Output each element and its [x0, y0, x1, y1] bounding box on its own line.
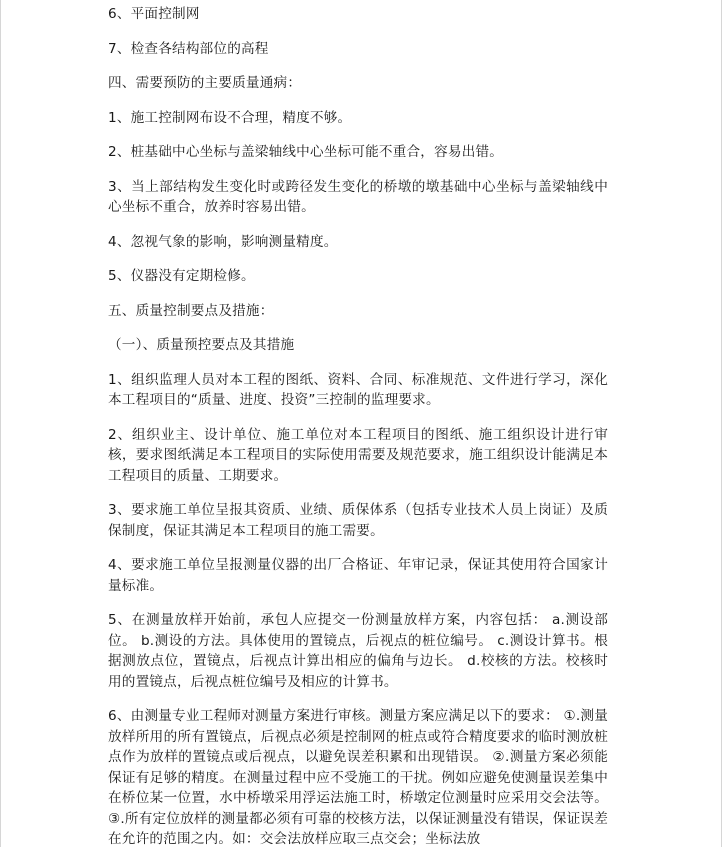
section-heading: 四、需要预防的主要质量通病： — [108, 75, 302, 91]
list-item: 2、桩基础中心坐标与盖梁轴线中心坐标可能不重合，容易出错。 — [108, 144, 504, 160]
list-item: 4、忽视气象的影响，影响测量精度。 — [108, 233, 338, 250]
list-item: 5、在测量放样开始前，承包人应提交一份测量放样方案，内容包括： a.测设部位。 b.测设的方法。具体使用的置镜点，后视点的桩位编号。 c.测设计算书。根据测放点位，置镜点，后视点计算出相应的偏角与边长。 d.校核的方法。校核时用的置镜点，后视点桩位编号及相应的计算书。 — [108, 612, 608, 690]
list-item: 5、仪器没有定期检修。 — [108, 268, 255, 284]
list-item: 4、要求施工单位呈报测量仪器的出厂合格证、年审记录，保证其使用符合国家计量标准。 — [108, 557, 608, 594]
list-item: 6、由测量专业工程师对测量方案进行审核。测量方案应满足以下的要求： ①.测量放样所用的所有置镜点，后视点必须是控制网的桩点或符合精度要求的临时测放桩点作为放样的置镜点或后视点，以避免误差积累和出现错误。 ②.测量方案必须能保证有足够的精度。在测量过程中应不受施工的干扰。例如应避免使测量误差集中在桥位某一位置，水中桥墩采用浮运法施工时，桥墩定位测量时应采用交会法等。 ③.所有定位放样的测量都必须有可靠的校核方法，以保证测量没有错误，保证误差在允许的范围之内。如：交会法放样应取三点交会；坐标法放 — [108, 708, 608, 847]
list-item: 3、当上部结构发生变化时或跨径发生变化的桥墩的墩基础中心坐标与盖梁轴线中心坐标不重合，放养时容易出错。 — [108, 178, 608, 215]
list-item: 3、要求施工单位呈报其资质、业绩、质保体系（包括专业技术人员上岗证）及质保制度，保证其满足本工程项目的施工需要。 — [108, 502, 608, 539]
section-heading: 五、质量控制要点及措施： — [108, 302, 274, 319]
list-item: 1、组织监理人员对本工程的图纸、资料、合同、标准规范、文件进行学习，深化本工程项目的“质量、进度、投资”三控制的监理要求。 — [108, 371, 608, 408]
page-left-edge — [0, 0, 1, 847]
list-item: 6、平面控制网 — [108, 6, 200, 22]
list-item: 7、检查各结构部位的高程 — [108, 40, 269, 57]
list-item: 1、施工控制网布设不合理，精度不够。 — [108, 109, 352, 126]
subsection-heading: （一）、质量预控要点及其措施 — [108, 337, 295, 353]
list-item: 2、组织业主、设计单位、施工单位对本工程项目的图纸、施工组织设计进行审核，要求图纸满足本工程项目的实际使用需要及规范要求，施工组织设计能满足本工程项目的质量、工期要求。 — [108, 426, 608, 484]
document-body — [108, 4, 608, 864]
